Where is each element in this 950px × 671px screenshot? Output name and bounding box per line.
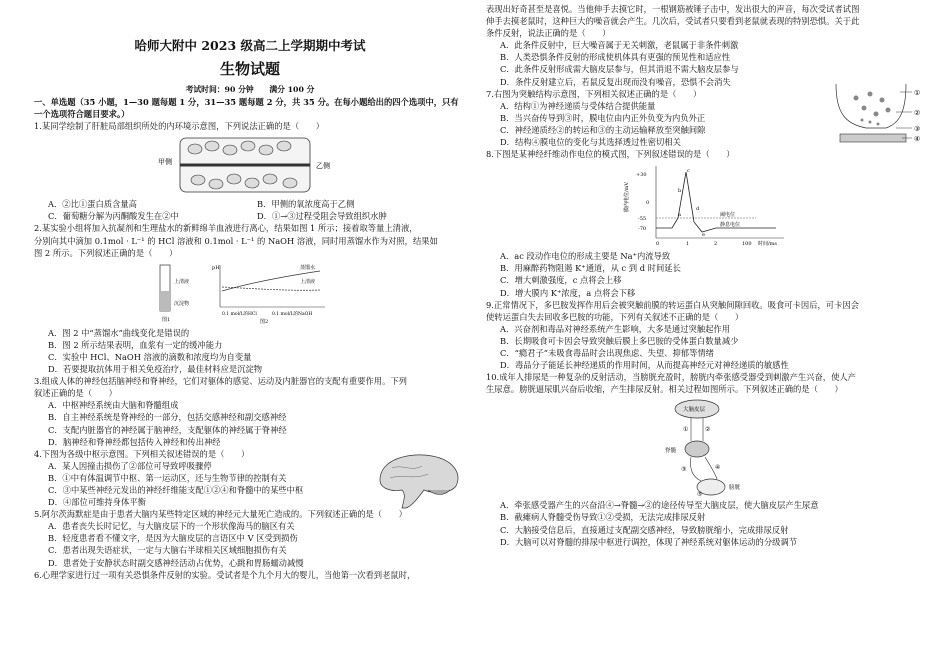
q8-point-e: e xyxy=(702,232,705,239)
q3-option-d[interactable]: D．脑神经和脊神经都包括传入神经和传出神经 xyxy=(48,436,221,447)
q4-option-a[interactable]: A．某人因撞击损伤了②部位可导致呼吸骤停 xyxy=(48,460,212,471)
q6-cont-2: 伸手去摸老鼠时，这种巨大的噪音就会产生。几次后，受试者只要看到老鼠就表现的特别恐惧。关于此 xyxy=(486,16,860,27)
q2-label-ph: pH xyxy=(212,264,220,271)
q5-option-a[interactable]: A．患者丧失长时记忆，与大脑皮层下的一个形状像海马的脑区有关 xyxy=(48,521,295,532)
q10-stem-1: 10.成年人排尿是一种复杂的反射活动，当膀胱充盈时，膀胱内牵张感受器受到刺激产生兴奋，使人产 xyxy=(486,372,856,383)
q2-option-d[interactable]: D．若要提取抗体用于相关免疫治疗，最佳材料应是沉淀物 xyxy=(48,364,263,375)
q2-option-c[interactable]: C．实验中 HCl、NaOH 溶液的滴数和浓度均为自变量 xyxy=(48,351,252,362)
q8-point-d: d xyxy=(696,206,700,213)
q8-ylabel: 膜内电位/mV xyxy=(624,182,630,213)
q2-label-fig2: 图2 xyxy=(260,318,269,325)
q9-stem-1: 9.正常情况下，多巴胺发挥作用后会被突触前膜的转运蛋白从突触间隙回收。吸食可卡因后，可卡因会 xyxy=(486,299,859,310)
q1-options-row2 xyxy=(34,210,466,222)
q10-num-5: ⑤ xyxy=(697,491,703,498)
q5-option-b[interactable]: B．轻度患者看不懂文字，是因为大脑皮层的言语区中 V 区受到损伤 xyxy=(48,533,298,544)
q1-label-yi: 乙侧 xyxy=(316,162,330,171)
q2-stem-2: 分别向其中滴加 0.1mol · L⁻¹ 的 HCl 溶液和 0.1mol · L⁻¹ 的 NaOH 溶液，同时用蒸馏水作为对照，结果如 xyxy=(34,235,438,246)
q2-label-liquid: 上清液 xyxy=(300,278,316,285)
q2-option-b[interactable]: B．图 2 所示结果表明，血浆有一定的缓冲能力 xyxy=(48,339,223,350)
q7-label-2: ② xyxy=(914,108,921,117)
q10-stem-2: 生尿意。膀胱逼尿肌兴奋后收缩，产生排尿反射。相关过程如图所示。下列叙述正确的是（ ） xyxy=(486,384,843,395)
q10-label-cortex: 大脑皮层 xyxy=(683,407,706,414)
q9-option-d[interactable]: D．毒品分子能延长神经递质的作用时间，从而提高神经元对神经递质的敏感性 xyxy=(500,360,789,371)
exam-title: 哈师大附中 2023 级高二上学期期中考试 xyxy=(134,38,366,53)
q8-point-c: c xyxy=(687,168,690,175)
q3-stem-2: 叙述正确的是（ ） xyxy=(34,388,117,399)
q6-stem: 6.心理学家进行过一项有关恐惧条件反射的实验。受试者是个九个月大的婴儿，当他第一次看到老鼠时， xyxy=(34,569,416,580)
q7-block xyxy=(486,88,926,148)
q10-num-1: ① xyxy=(683,426,689,434)
q1-option-c[interactable]: C．葡萄糖分解为丙酮酸发生在②中 xyxy=(48,211,179,222)
q2-label-water: 蒸馏水 xyxy=(300,264,316,271)
brain-figure xyxy=(372,450,467,510)
q7-stem: 7.右图为突触结构示意图，下列相关叙述正确的是（ ） xyxy=(486,88,702,99)
q6-option-d[interactable]: D．条件反射建立后，若鼠反复出现而没有噪音，恐惧不会消失 xyxy=(500,76,731,87)
q10-label-bladder: 膀胱 xyxy=(729,485,741,492)
q7-label-3: ③ xyxy=(914,124,921,133)
q2-label-lower: 沉淀物 xyxy=(174,300,190,307)
q8-threshold: 阈电位 xyxy=(720,212,736,219)
q1-stem: 1.某同学绘制了肝脏局部组织所处的内环境示意图，下列说法正确的是（ ） xyxy=(34,121,325,132)
q8-rest: 静息电位 xyxy=(720,222,741,229)
q4-option-d[interactable]: D．④部位可维持身体平衡 xyxy=(48,497,146,508)
q8-x0: 0 xyxy=(656,241,660,248)
q2-label-x1: 0.1 mol/L的HCl xyxy=(222,311,257,317)
q8-option-c[interactable]: C．增大刺激强度，c 点将会上移 xyxy=(500,275,622,286)
q1-label-jia: 甲侧 xyxy=(158,158,172,167)
q2-option-a[interactable]: A．图 2 中“蒸馏水”曲线变化是错误的 xyxy=(48,327,190,338)
q9-option-c[interactable]: C．“瘾君子”未吸食毒品时会出现焦虑、失望、抑郁等情绪 xyxy=(500,347,714,358)
q10-option-a[interactable]: A．牵张感受器产生的兴奋沿④→脊髓→②的途径传导至大脑皮层，使大脑皮层产生尿意 xyxy=(500,500,819,511)
q4-block xyxy=(34,448,466,508)
q8-point-a: a xyxy=(678,212,681,219)
q4-option-b[interactable]: B．①中有体温调节中枢、第一运动区，还与生物节律的控制有关 xyxy=(48,472,287,483)
q1-option-d[interactable]: D．①→③过程受阻会导致组织水肿 xyxy=(257,211,387,222)
q8-y30: +30 xyxy=(636,172,647,179)
synapse-figure xyxy=(826,84,926,154)
q7-option-d[interactable]: D．结构④膜电位的变化与其选择透过性密切相关 xyxy=(500,137,681,148)
centrifuge-ph-figure xyxy=(150,261,350,325)
q1-option-a[interactable]: A．②比①蛋白质含量高 xyxy=(48,199,137,210)
q8-y0: 0 xyxy=(646,200,650,207)
q10-label-spinal: 脊髓 xyxy=(665,448,677,455)
q8-x2: 2 xyxy=(714,241,718,248)
q6-option-b[interactable]: B．人类恐惧条件反射的形成使机体具有更强的预见性和适应性 xyxy=(500,52,731,63)
q5-stem: 5.阿尔茨海默症是由于患者大脑内某些特定区域的神经元大量死亡造成的。下列叙述正确的是（ ） xyxy=(34,509,407,520)
exam-info: 考试时间：90 分钟 满分 100 分 xyxy=(185,85,315,94)
q1-options-row1 xyxy=(34,198,466,210)
q8-y70: -70 xyxy=(638,226,647,233)
q6-cont-3: 条件反射，说法正确的是（ ） xyxy=(486,28,611,39)
q10-num-3: ③ xyxy=(681,466,687,474)
q3-option-c[interactable]: C．支配内脏器官的神经属于脑神经，支配躯体的神经属于脊神经 xyxy=(48,424,287,435)
q5-option-c[interactable]: C．患者出现失语症状，一定与大脑右半球相关区域细胞损伤有关 xyxy=(48,545,287,556)
q10-num-4: ④ xyxy=(715,464,721,472)
left-column xyxy=(34,38,466,581)
q8-option-b[interactable]: B．用麻醉药物阻遏 K⁺通道，从 c 到 d 时间延长 xyxy=(500,263,681,274)
urination-reflex-figure xyxy=(631,397,781,497)
q6-option-a[interactable]: A．此条件反射中，巨大噪音属于无关刺激，老鼠属于非条件刺激 xyxy=(500,40,739,51)
q8-y55: -55 xyxy=(638,216,647,223)
q8-stem: 8.下图是某神经纤维动作电位的模式图，下列叙述错误的是（ ） xyxy=(486,149,735,160)
q10-option-c[interactable]: C．大脑接受信息后，直接通过支配副交感神经，导致膀胱缩小，完成排尿反射 xyxy=(500,524,789,535)
q2-stem-3: 图 2 所示。下列叙述正确的是（ ） xyxy=(34,247,178,258)
q7-option-c[interactable]: C．神经递质经②的转运和③的主动运输释放至突触间隙 xyxy=(500,124,706,135)
q7-label-1: ① xyxy=(914,88,921,97)
q6-option-c[interactable]: C．此条件反射形成需大脑皮层参与，但其消退不需大脑皮层参与 xyxy=(500,64,739,75)
q9-option-a[interactable]: A．兴奋剂和毒品对神经系统产生影响，大多是通过突触起作用 xyxy=(500,323,731,334)
q4-stem: 4.下图为各级中枢示意图。下列相关叙述错误的是（ ） xyxy=(34,448,250,459)
q6-cont-1: 表现出好奇甚至是喜悦。当他伸手去摸它时，一根钢筋被锤子击中，发出很大的声音，每次受试者试图 xyxy=(486,4,860,14)
q2-label-upper: 上清液 xyxy=(174,278,190,285)
q3-stem-1: 3.组成人体的神经包括脑神经和脊神经，它们对躯体的感觉、运动及内脏器官的支配有重要作用。下列 xyxy=(34,376,407,387)
q2-label-x2: 0.1 mol/L的NaOH xyxy=(272,311,313,317)
q8-option-d[interactable]: D．增大膜内 K⁺浓度，a 点将会下移 xyxy=(500,287,636,298)
q8-point-b: b xyxy=(678,188,682,195)
q1-option-b[interactable]: B．甲侧的氧浓度高于乙侧 xyxy=(257,199,355,210)
q3-option-a[interactable]: A．中枢神经系统由大脑和脊髓组成 xyxy=(48,400,179,411)
q7-option-b[interactable]: B．当兴奋传导到③时，膜电位由内正外负变为内负外正 xyxy=(500,112,706,123)
q8-x1: 1 xyxy=(686,241,690,248)
q10-option-d[interactable]: D．大脑可以对脊髓的排尿中枢进行调控，体现了神经系统对躯体运动的分级调节 xyxy=(500,536,798,547)
q9-stem-2: 使转运蛋白失去回收多巴胺的功能，下列有关叙述不正确的是（ ） xyxy=(486,311,744,322)
q5-option-d[interactable]: D．患者处于安静状态时副交感神经活动占优势，心跳和胃肠蠕动减慢 xyxy=(48,557,304,568)
q9-option-b[interactable]: B．长期吸食可卡因会导致突触后膜上多巴胺的受体蛋白数量减少 xyxy=(500,335,739,346)
q7-option-a[interactable]: A．结构①为神经递质与受体结合提供能量 xyxy=(500,100,656,111)
right-column xyxy=(486,3,926,548)
q4-option-c[interactable]: C．③中某些神经元发出的神经纤维能支配①②④和脊髓中的某些中枢 xyxy=(48,484,304,495)
q2-label-fig1: 图1 xyxy=(162,316,171,323)
q3-option-b[interactable]: B．自主神经系统是脊神经的一部分，包括交感神经和副交感神经 xyxy=(48,412,287,423)
q10-option-b[interactable]: B．截瘫病人脊髓受伤导致①②受损，无法完成排尿反射 xyxy=(500,512,706,523)
q8-x100: 100 xyxy=(742,241,752,248)
liver-tissue-figure xyxy=(150,134,350,196)
q10-num-2: ② xyxy=(705,426,711,434)
q2-stem-1: 2.某实验小组将加入抗凝剂和生理盐水的新鲜绵羊血液进行离心，结果如图 1 所示；接着取等量上清液， xyxy=(34,223,418,234)
q8-option-a[interactable]: A．ac 段动作电位的形成主要是 Na⁺内流导致 xyxy=(500,251,671,262)
section-heading: 一、单选题（35 小题，1—30 题每题 1 分，31—35 题每题 2 分，共 35 分。在每小题给出的四个选项中，只有一个选项符合题目要求。） xyxy=(34,97,459,120)
q7-label-4: ④ xyxy=(914,134,921,143)
subject-title: 生物试题 xyxy=(219,60,280,78)
q8-xlabel: 时间/ms xyxy=(758,241,777,248)
action-potential-figure xyxy=(616,162,796,248)
